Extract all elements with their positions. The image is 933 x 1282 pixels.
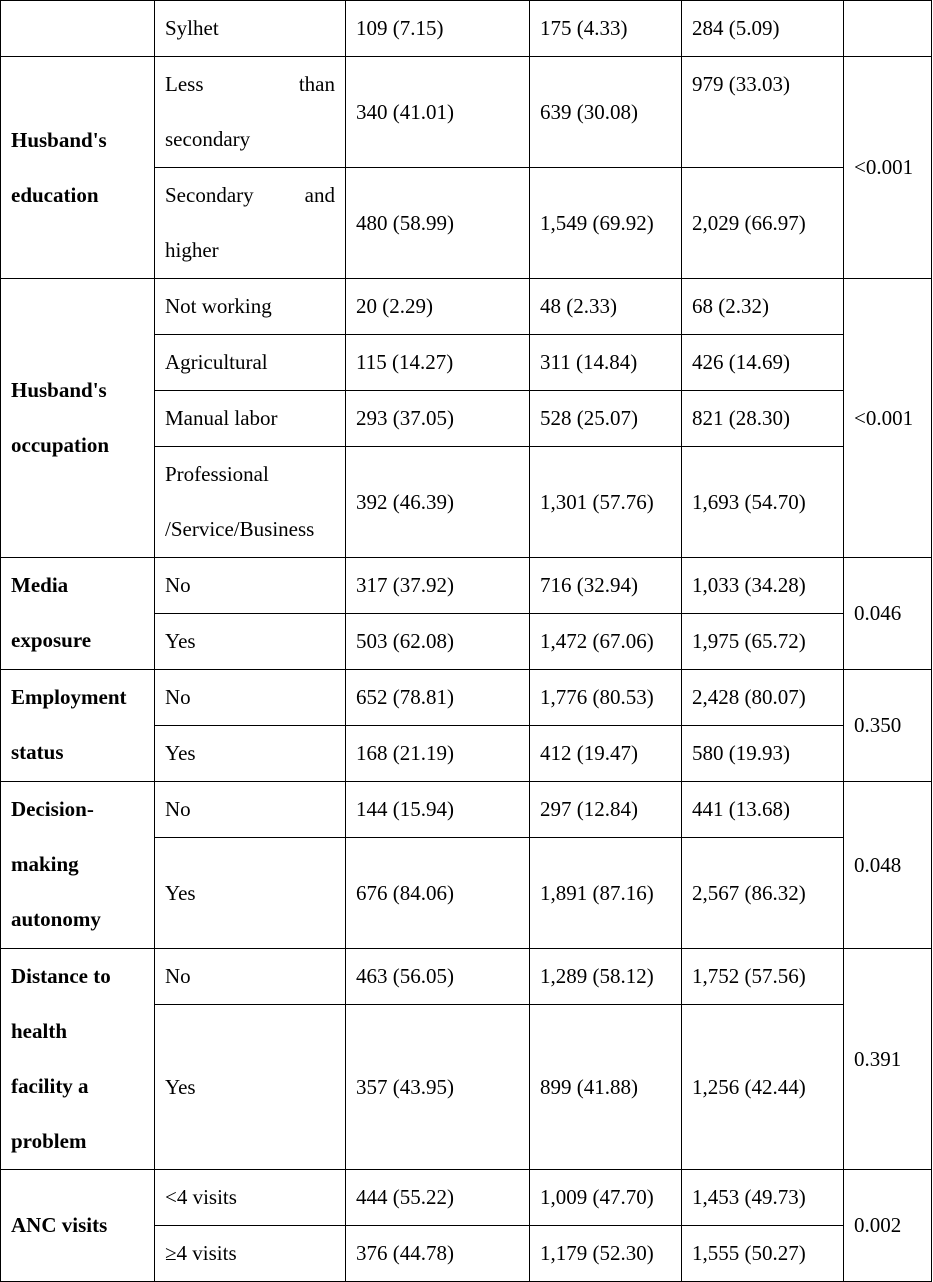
category-cell: Sylhet (155, 1, 346, 57)
value-cell: 639 (30.08) (530, 57, 682, 168)
value-cell: 115 (14.27) (346, 335, 530, 391)
value-cell: 175 (4.33) (530, 1, 682, 57)
value-cell: 1,776 (80.53) (530, 670, 682, 726)
table-row (1, 949, 932, 1005)
group-cell (1, 670, 155, 782)
group-label: status (11, 740, 64, 764)
p-value-cell (844, 1, 932, 57)
category-cell: ≥4 visits (155, 1226, 346, 1282)
category-cell: Yes (155, 614, 346, 670)
group-cell (1, 558, 155, 670)
value-cell: 899 (41.88) (530, 1005, 682, 1170)
value-cell: 317 (37.92) (346, 558, 530, 614)
value-cell: 528 (25.07) (530, 391, 682, 447)
value-cell: 1,891 (87.16) (530, 838, 682, 949)
table-row (1, 1, 932, 57)
group-cell: Husband's occupation (1, 279, 155, 558)
category-word: Professional (165, 462, 269, 486)
value-cell: 480 (58.99) (346, 168, 530, 279)
value-cell: 144 (15.94) (346, 782, 530, 838)
category-cell: <4 visits (155, 1170, 346, 1226)
group-label: facility a (11, 1074, 89, 1098)
value-cell: 1,975 (65.72) (682, 614, 844, 670)
value-cell: 426 (14.69) (682, 335, 844, 391)
p-value-cell: 0.048 (844, 782, 932, 949)
table-row (1, 279, 932, 335)
p-value-cell: 0.046 (844, 558, 932, 670)
p-value-cell: <0.001 (844, 279, 932, 558)
group-cell (1, 1, 155, 57)
value-cell: 676 (84.06) (346, 838, 530, 949)
group-label: autonomy (11, 907, 101, 931)
value-cell: 293 (37.05) (346, 391, 530, 447)
value-cell: 441 (13.68) (682, 782, 844, 838)
value-cell: 979 (33.03) (682, 57, 844, 168)
value-cell: 357 (43.95) (346, 1005, 530, 1170)
value-cell: 376 (44.78) (346, 1226, 530, 1282)
value-cell: 340 (41.01) (346, 57, 530, 168)
group-label: making (11, 852, 79, 876)
table-row (1, 782, 932, 838)
value-cell: 20 (2.29) (346, 279, 530, 335)
value-cell: 168 (21.19) (346, 726, 530, 782)
group-label: Husband's education (11, 127, 107, 207)
table-row (1, 1170, 932, 1226)
category-cell: Yes (155, 838, 346, 949)
table-row (1, 558, 932, 614)
group-label: Distance to (11, 964, 111, 988)
category-cell (155, 447, 346, 558)
group-cell (1, 57, 155, 279)
group-cell: ANC visits (1, 1170, 155, 1282)
value-cell: 412 (19.47) (530, 726, 682, 782)
value-cell: 1,555 (50.27) (682, 1226, 844, 1282)
p-value-cell: 0.391 (844, 949, 932, 1170)
value-cell: 463 (56.05) (346, 949, 530, 1005)
category-cell: Agricultural (155, 335, 346, 391)
group-cell (1, 949, 155, 1170)
value-cell: 311 (14.84) (530, 335, 682, 391)
category-word: secondary (165, 127, 251, 151)
value-cell: 1,009 (47.70) (530, 1170, 682, 1226)
category-cell (155, 57, 346, 168)
value-cell: 1,301 (57.76) (530, 447, 682, 558)
group-label: Media (11, 573, 69, 597)
value-cell: 2,428 (80.07) (682, 670, 844, 726)
table-row (1, 670, 932, 726)
category-cell: Yes (155, 726, 346, 782)
value-cell: 1,549 (69.92) (530, 168, 682, 279)
category-word: than (298, 72, 335, 96)
value-cell: 716 (32.94) (530, 558, 682, 614)
category-word: /Service/Business (165, 517, 315, 541)
value-cell: 2,029 (66.97) (682, 168, 844, 279)
value-cell: 1,256 (42.44) (682, 1005, 844, 1170)
category-cell (155, 168, 346, 279)
category-cell: No (155, 782, 346, 838)
group-label: problem (11, 1129, 87, 1153)
category-cell: Not working (155, 279, 346, 335)
p-value-cell: <0.001 (844, 57, 932, 279)
value-cell: 1,472 (67.06) (530, 614, 682, 670)
value-cell: 1,453 (49.73) (682, 1170, 844, 1226)
value-cell: 297 (12.84) (530, 782, 682, 838)
category-cell: No (155, 558, 346, 614)
group-label: Employment (11, 685, 127, 709)
category-word: and (304, 183, 335, 207)
category-cell: No (155, 670, 346, 726)
category-word: Less (165, 72, 204, 96)
value-cell: 444 (55.22) (346, 1170, 530, 1226)
group-label: Decision- (11, 797, 94, 821)
category-cell: Manual labor (155, 391, 346, 447)
value-cell: 580 (19.93) (682, 726, 844, 782)
group-label: health (11, 1019, 68, 1043)
value-cell: 1,179 (52.30) (530, 1226, 682, 1282)
category-cell: Yes (155, 1005, 346, 1170)
group-label: exposure (11, 628, 92, 652)
value-cell: 1,752 (57.56) (682, 949, 844, 1005)
value-cell: 2,567 (86.32) (682, 838, 844, 949)
value-cell: 503 (62.08) (346, 614, 530, 670)
value-cell: 392 (46.39) (346, 447, 530, 558)
value-cell: 284 (5.09) (682, 1, 844, 57)
group-cell (1, 782, 155, 949)
value-cell: 1,033 (34.28) (682, 558, 844, 614)
value-cell: 821 (28.30) (682, 391, 844, 447)
category-word: Secondary (165, 183, 254, 207)
value-cell: 68 (2.32) (682, 279, 844, 335)
value-cell: 48 (2.33) (530, 279, 682, 335)
p-value-cell: 0.350 (844, 670, 932, 782)
value-cell: 652 (78.81) (346, 670, 530, 726)
value-cell: 109 (7.15) (346, 1, 530, 57)
category-word: higher (165, 238, 219, 262)
p-value-cell: 0.002 (844, 1170, 932, 1282)
value-cell: 1,289 (58.12) (530, 949, 682, 1005)
table-row (1, 57, 932, 168)
category-cell: No (155, 949, 346, 1005)
value-cell: 1,693 (54.70) (682, 447, 844, 558)
